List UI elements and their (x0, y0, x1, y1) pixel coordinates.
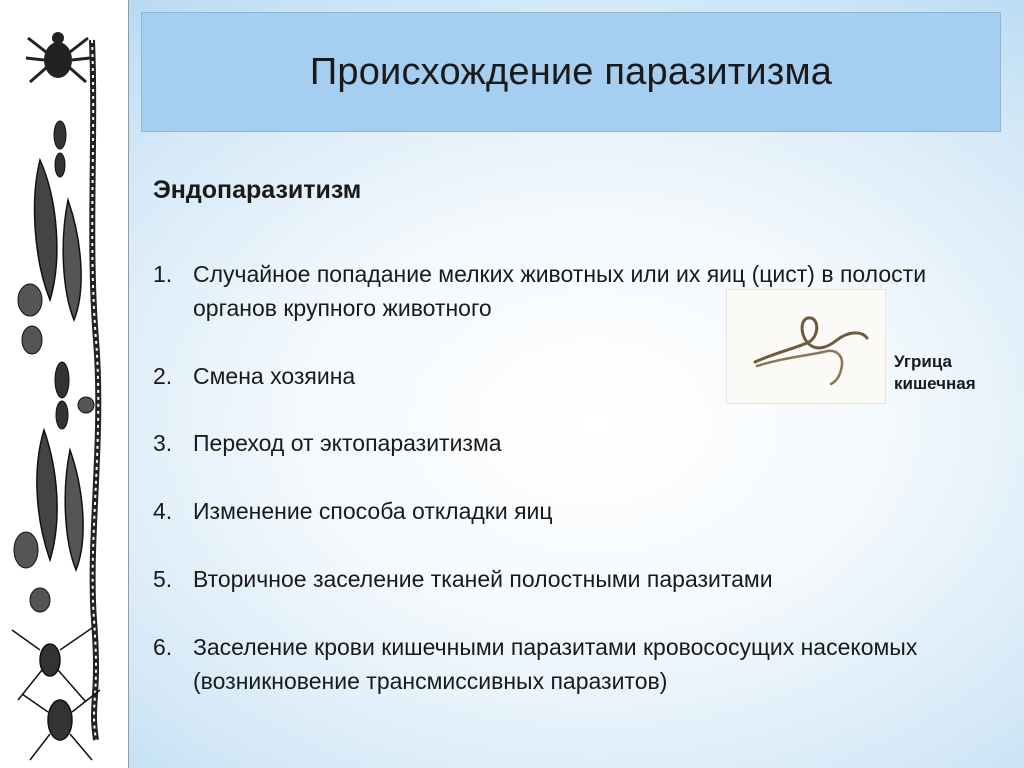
list-item-text: Вторичное заселение тканей полостными паразитами (193, 566, 773, 592)
title-banner (141, 12, 1001, 132)
list-item-number: 4. (153, 498, 173, 524)
list-item (153, 630, 953, 698)
list-item (153, 494, 953, 528)
list-item (153, 562, 953, 596)
list-item-text: Случайное попадание мелких животных или их яиц (цист) в полости органов крупного животного (193, 261, 927, 321)
worm-photo (726, 289, 886, 404)
list-item (153, 426, 953, 460)
list-item-text: Смена хозяина (193, 363, 356, 389)
worm-caption-line1: Угрица (894, 352, 952, 371)
list-item-number: 6. (153, 634, 173, 660)
list-item-text: Изменение способа откладки яиц (193, 498, 553, 524)
worm-caption (894, 351, 976, 395)
list-item-number: 2. (153, 363, 173, 389)
list-item-number: 1. (153, 261, 173, 287)
worm-caption-line2: кишечная (894, 374, 976, 393)
list-item-number: 5. (153, 566, 173, 592)
list-item-text: Заселение крови кишечными паразитами кровососущих насекомых (возникновение трансмиссивных паразитов) (193, 634, 918, 694)
parasite-illustration-icon (0, 0, 128, 768)
section-heading: Эндопаразитизм (153, 176, 362, 204)
page-title: Происхождение паразитизма (309, 50, 833, 93)
list-item-number: 3. (153, 430, 173, 456)
worm-icon (727, 290, 885, 403)
parasite-illustration-strip (0, 0, 129, 768)
list-item-text: Переход от эктопаразитизма (193, 430, 502, 456)
